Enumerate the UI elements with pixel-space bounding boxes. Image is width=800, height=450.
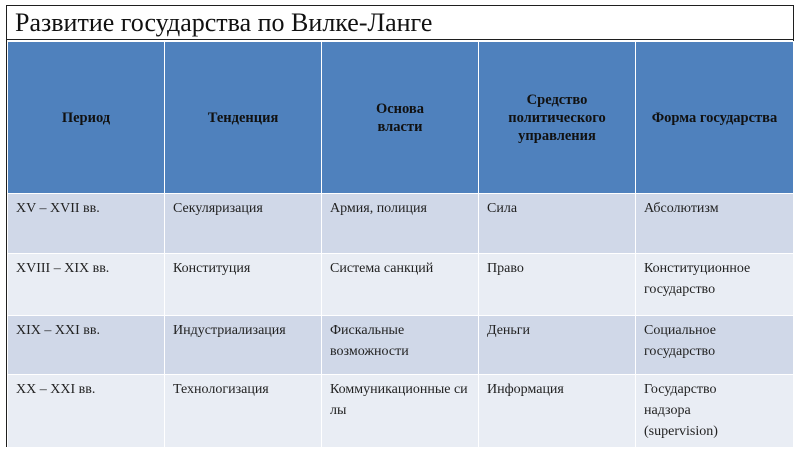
cell-state-form: Государство надзора (supervision)	[636, 375, 794, 448]
cell-period: XX – XXI вв.	[8, 375, 165, 448]
cell-power-basis: Коммуникационные силы	[322, 375, 479, 448]
column-header-power-basis: Основа власти	[322, 42, 479, 194]
slide-title: Развитие государства по Вилке-Ланге	[7, 6, 793, 40]
cell-period: XVIII – XIX вв.	[8, 254, 165, 316]
cell-period: XIX – XXI вв.	[8, 316, 165, 375]
table-header-row	[8, 42, 794, 194]
table-row	[8, 316, 794, 375]
cell-political-tool: Информация	[479, 375, 636, 448]
cell-tendency: Технологизация	[165, 375, 322, 448]
cell-state-form: Абсолютизм	[636, 194, 794, 254]
cell-power-basis: Фискальные возможности	[322, 316, 479, 375]
state-development-table	[7, 41, 794, 448]
cell-political-tool: Сила	[479, 194, 636, 254]
cell-power-basis: Система санкций	[322, 254, 479, 316]
cell-power-basis: Армия, полиция	[322, 194, 479, 254]
column-header-state-form: Форма государства	[636, 42, 794, 194]
cell-tendency: Конституция	[165, 254, 322, 316]
cell-tendency: Индустриализация	[165, 316, 322, 375]
cell-political-tool: Право	[479, 254, 636, 316]
cell-state-form: Конституционное государство	[636, 254, 794, 316]
column-header-period: Период	[8, 42, 165, 194]
column-header-tendency: Тенденция	[165, 42, 322, 194]
cell-tendency: Секуляризация	[165, 194, 322, 254]
cell-period: XV – XVII вв.	[8, 194, 165, 254]
table-row	[8, 194, 794, 254]
cell-state-form: Социальное государство	[636, 316, 794, 375]
column-header-political-tool: Средство политического управления	[479, 42, 636, 194]
table-row	[8, 375, 794, 448]
cell-political-tool: Деньги	[479, 316, 636, 375]
table-row	[8, 254, 794, 316]
